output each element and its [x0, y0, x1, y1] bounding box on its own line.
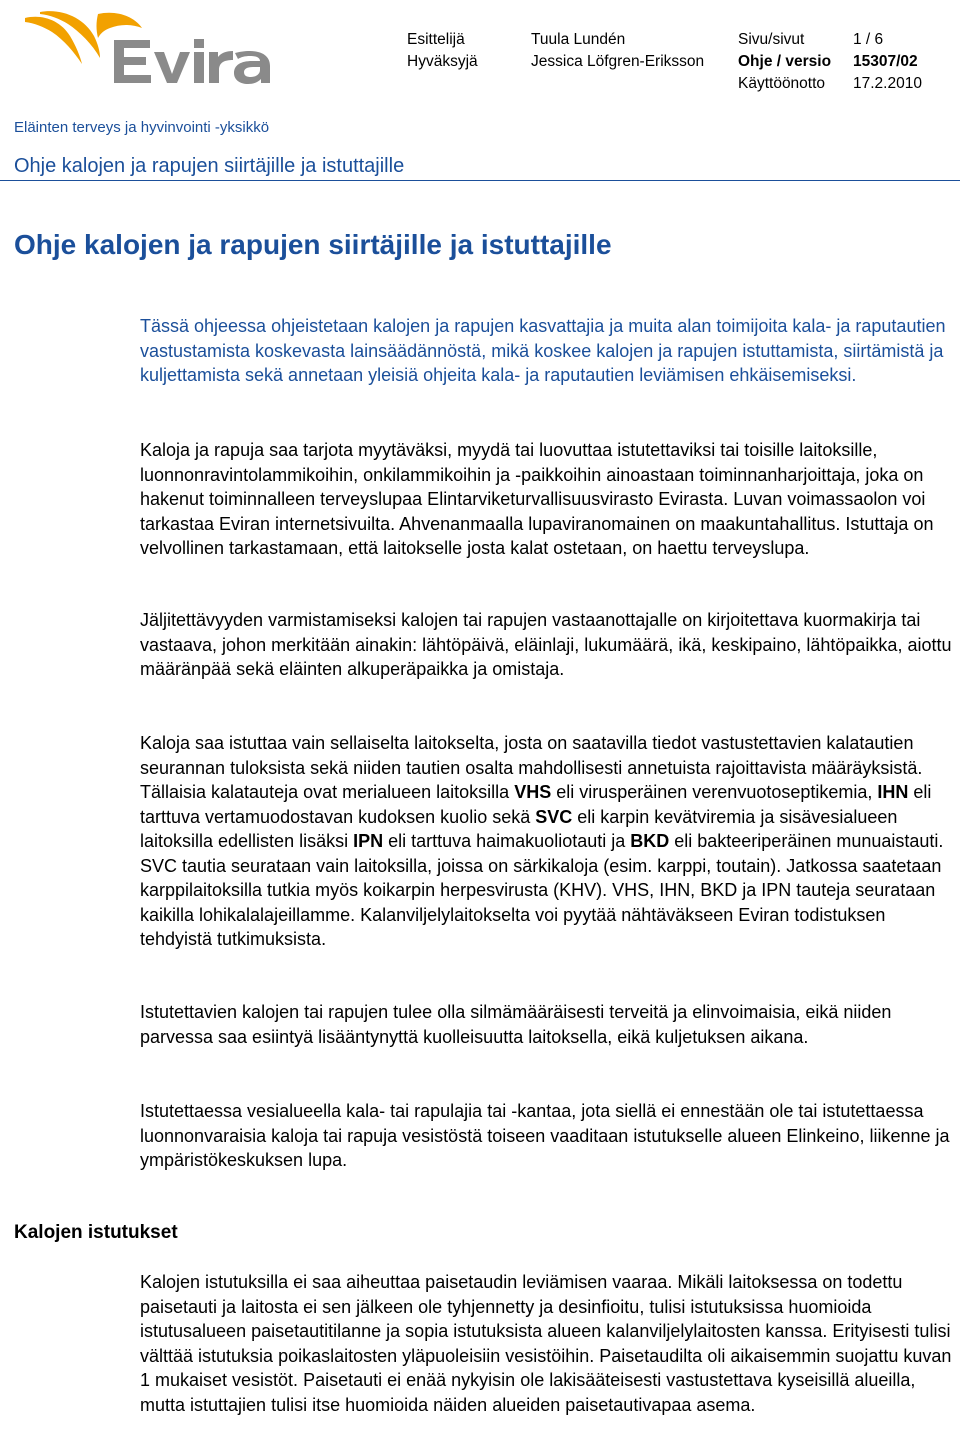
furunculosis-paragraph: Kalojen istutuksilla ei saa aiheuttaa paisetaudin leviämisen vaaraa. Mikäli laitoksessa on todettu paisetauti ja laitosta ei sen jälkeen ole tyhjennetty ja desinfioitu, tulisi istutuksissa huomioida istutusalueen paisetautitilanne ja sopia istutuksista alueen kalanviljelylaitosten kanssa. Erityisesti tulisi välttää istutuksia poikaslaitosten yläpuoleisiin vesistöihin. Paisetaudilta oli aikaisemmin suojattu kuvan 1 mukaiset vesistöt. Paisetauti ei enää nykyisin ole lakisääteisesti vastustettava kyseisillä alueilla, mutta istuttajien tulisi itse huomioida näiden alueiden paisetautivapaa asema.: [140, 1272, 952, 1415]
disease-text-1: Kaloja saa istuttaa vain sellaiselta laitokselta, josta on saatavilla tiedot vastustettavien kalatautien seurannan tuloksista sekä niiden tautien osalta mahdollisesti annetuista rajoittavista määräyksistä. Tällaisia kalatauteja ovat merialueen laitoksilla: [140, 733, 923, 802]
permit-paragraph: Kaloja ja rapuja saa tarjota myytäväksi, myydä tai luovuttaa istutettaviksi tai toisille laitoksille, luonnonravintolammikoihin, onkilammikoihin ja -paikkoihin ainoastaan toiminnanharjoittaja, joka on hakenut toiminnalleen terveyslupaa Elintarviketurvallisuusvirasto Evirasta. Luvan voimassaolon voi tarkastaa Eviran internetsivuilta. Ahvenanmaalla lupaviranomainen on maakuntahallitus. Istuttaja on velvollinen tarkastamaan, että laitokselle josta kalat ostetaan, on haettu terveyslupa.: [140, 440, 934, 558]
intro-paragraph: Tässä ohjeessa ohjeistetaan kalojen ja rapujen kasvattajia ja muita alan toimijoita kala- ja raputautien vastustamista koskevasta lainsäädännöstä, mikä koskee kalojen ja rapujen istuttamista, siirtämistä ja kuljettamista sekä annetaan yleisiä ohjeita kala- ja raputautien leviämisen ehkäisemiseksi.: [140, 316, 946, 385]
approver-name: Jessica Löfgren-Eriksson: [531, 53, 705, 70]
section-heading-fish-stocking: Kalojen istutukset: [14, 1222, 178, 1243]
disease-text-6: eli bakteeriperäinen munuaistauti. SVC tautia seurataan vain laitoksilla, joissa on särkikaloja (esim. karppi, toutain). Jatkossa saatetaan karppilaitoksilla tutkia myös koikarpin herpesvirusta (KHV). VHS, IHN, BKD ja IPN tauteja seurataan kaikilla lohikalalajeillamme. Kalanviljelylaitokselta voi pyytää nähtäväkseen Eviran todistuksen tehdyistä tutkimuksista.: [140, 831, 944, 949]
disease-text-3: eli tarttuva vertamuodostavan kudoksen kuolio sekä: [140, 782, 932, 827]
page-value: 1 / 6: [853, 31, 884, 48]
approver-label: Hyväksyjä: [407, 53, 478, 70]
disease-text-5: eli tarttuva haimakuoliotauti ja: [383, 831, 631, 851]
version-value: 15307/02: [853, 53, 918, 70]
traceability-paragraph: Jäljitettävyyden varmistamiseksi kalojen tai rapujen vastaanottajalle on kirjoitettava kuormakirja tai vastaava, johon merkitään ainakin: lähtöpäivä, eläinlaji, lukumäärä, ikä, keskipaino, lähtöpaikka, aiottu määränpää sekä eläinten alkuperäpaikka ja omistaja.: [140, 610, 952, 679]
page-title: Ohje kalojen ja rapujen siirtäjille ja istuttajille: [14, 229, 612, 260]
presenter-name: Tuula Lundén: [531, 31, 626, 48]
header-divider: [0, 180, 960, 181]
disease-code-ipn: IPN: [353, 831, 384, 851]
disease-paragraph: [140, 731, 952, 952]
disease-code-svc: SVC: [535, 806, 573, 827]
disease-code-vhs: VHS: [514, 782, 552, 802]
deploy-label: Käyttöönotto: [738, 75, 826, 92]
disease-code-bkd: BKD: [630, 831, 670, 851]
evira-logo: [22, 10, 274, 88]
stocking-permit-paragraph: Istutettaessa vesialueella kala- tai rapulajia tai -kantaa, jota siellä ei ennestään ole tai istutettaessa luonnonvaraisia kaloja tai rapuja vesistöstä toiseen vaaditaan istutukselle alueen Elinkeino, liikenne ja ympäristökeskuksen lupa.: [140, 1101, 950, 1170]
evira-logo-mark: [22, 10, 274, 88]
disease-text-2: eli virusperäinen verenvuotoseptikemia,: [551, 782, 878, 802]
disease-code-ihn: IHN: [877, 782, 909, 802]
presenter-label: Esittelijä: [407, 31, 465, 48]
header-subtitle: Ohje kalojen ja rapujen siirtäjille ja istuttajille: [14, 155, 405, 177]
disease-text-4: eli karpin kevätviremia ja sisävesialueen laitoksilla edellisten lisäksi: [140, 806, 898, 851]
page-label: Sivu/sivut: [738, 31, 805, 48]
health-paragraph: Istutettavien kalojen tai rapujen tulee olla silmämääräisesti terveitä ja elinvoimaisia, eikä niiden parvessa saa esiintyä lisääntynyttä kuolleisuutta laitoksella, eikä kuljetuksen aikana.: [140, 1002, 892, 1047]
unit-name: Eläinten terveys ja hyvinvointi -yksikkö: [14, 119, 270, 136]
version-label: Ohje / versio: [738, 53, 832, 70]
deploy-value: 17.2.2010: [853, 75, 922, 92]
